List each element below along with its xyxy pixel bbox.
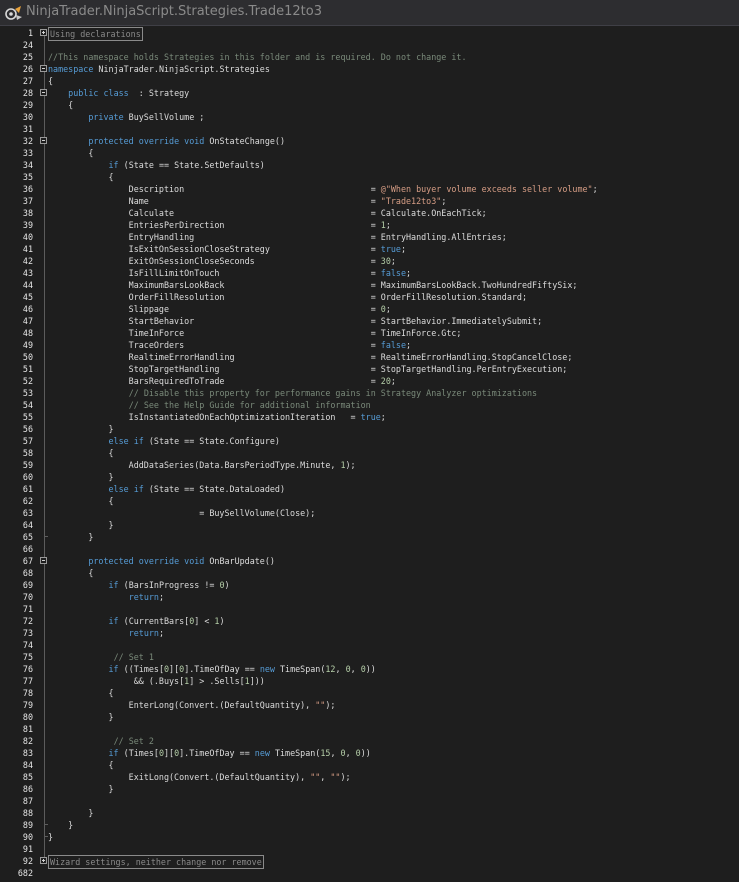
code-line[interactable] (0, 843, 739, 855)
code-line[interactable] (0, 663, 739, 675)
code-text: { (48, 760, 114, 770)
code-text: IsInstantiatedOnEachOptimizationIteration = true; (48, 412, 386, 422)
line-number: 27 (22, 76, 33, 86)
line-number: 66 (22, 544, 33, 554)
line-number: 51 (22, 364, 33, 374)
code-text: } (48, 808, 94, 818)
line-number: 79 (22, 700, 33, 710)
code-text: } (48, 532, 94, 542)
line-number: 84 (22, 760, 33, 770)
code-text: EntryHandling = EntryHandling.AllEntries; (48, 232, 507, 242)
line-number: 682 (17, 868, 33, 878)
line-number: 40 (22, 232, 33, 242)
code-line[interactable] (0, 327, 739, 339)
line-number: 69 (22, 580, 33, 590)
code-text: { (48, 148, 94, 158)
line-number: 74 (22, 640, 33, 650)
line-number: 65 (22, 532, 33, 542)
code-line[interactable] (0, 651, 739, 663)
line-number: 71 (22, 604, 33, 614)
code-text: // Set 1 (113, 652, 154, 662)
code-text: // Disable this property for performance gains in Strategy Analyzer optimizations (128, 388, 538, 398)
line-number: 92 (22, 856, 33, 866)
code-line[interactable] (0, 123, 739, 135)
code-line[interactable] (0, 807, 739, 819)
code-text: { (48, 448, 114, 458)
code-line[interactable] (0, 339, 739, 351)
code-text: protected override void OnStateChange() (88, 136, 286, 146)
line-number: 30 (22, 112, 33, 122)
code-text: { (48, 568, 94, 578)
code-line[interactable] (0, 51, 739, 63)
code-text: { (48, 172, 114, 182)
code-text: } (48, 784, 114, 794)
line-number: 47 (22, 316, 33, 326)
line-number: 60 (22, 472, 33, 482)
code-text: IsFillLimitOnTouch = false; (48, 268, 412, 278)
code-text: } (48, 472, 114, 482)
code-text: // See the Help Guide for additional information (128, 400, 371, 410)
line-number: 86 (22, 784, 33, 794)
line-number: 43 (22, 268, 33, 278)
code-text: StartBehavior = StartBehavior.ImmediatelySubmit; (48, 316, 543, 326)
code-line[interactable] (0, 387, 739, 399)
code-line[interactable] (0, 243, 739, 255)
code-line[interactable] (0, 147, 739, 159)
code-text: if (CurrentBars[0] < 1) (108, 616, 225, 626)
line-number: 52 (22, 376, 33, 386)
code-line[interactable] (0, 603, 739, 615)
line-number: 35 (22, 172, 33, 182)
code-text: } (48, 712, 114, 722)
code-line[interactable] (0, 507, 739, 519)
code-text: if (BarsInProgress != 0) (108, 580, 230, 590)
line-number: 85 (22, 772, 33, 782)
code-line[interactable] (0, 99, 739, 111)
code-line[interactable] (0, 375, 739, 387)
line-number: 45 (22, 292, 33, 302)
line-number: 68 (22, 568, 33, 578)
code-text: OrderFillResolution = OrderFillResolution.Standard; (48, 292, 528, 302)
code-line[interactable] (0, 207, 739, 219)
code-text: else if (State == State.DataLoaded) (108, 484, 286, 494)
code-text: Calculate = Calculate.OnEachTick; (48, 208, 487, 218)
line-number: 87 (22, 796, 33, 806)
code-line[interactable] (0, 255, 739, 267)
line-number: 28 (22, 88, 33, 98)
code-text: //This namespace holds Strategies in this folder and is required. Do not change it. (48, 52, 467, 62)
window-title: NinjaTrader.NinjaScript.Strategies.Trade12to3 (26, 4, 322, 19)
code-text: Name = "Trade12to3"; (48, 196, 447, 206)
code-line[interactable] (0, 459, 739, 471)
line-number: 91 (22, 844, 33, 854)
code-line[interactable] (0, 423, 739, 435)
line-number: 83 (22, 748, 33, 758)
code-line[interactable] (0, 63, 739, 75)
code-text: RealtimeErrorHandling = RealtimeErrorHandling.StopCancelClose; (48, 352, 573, 362)
code-line[interactable] (0, 231, 739, 243)
code-text: private BuySellVolume ; (88, 112, 205, 122)
line-number: 32 (22, 136, 33, 146)
line-number: 48 (22, 328, 33, 338)
line-number: 42 (22, 256, 33, 266)
line-number: 80 (22, 712, 33, 722)
line-number: 64 (22, 520, 33, 530)
code-line[interactable] (0, 75, 739, 87)
code-line[interactable] (0, 687, 739, 699)
code-line[interactable] (0, 291, 739, 303)
line-number: 50 (22, 352, 33, 362)
code-text: ExitLong(Convert.(DefaultQuantity), "", ""); (48, 772, 351, 782)
code-line[interactable] (0, 435, 739, 447)
code-text: && (.Buys[1] > .Sells[1])) (48, 676, 265, 686)
line-number: 24 (22, 40, 33, 50)
code-line[interactable] (0, 795, 739, 807)
code-line[interactable] (0, 219, 739, 231)
code-text: return; (128, 628, 164, 638)
code-line[interactable] (0, 183, 739, 195)
line-number: 49 (22, 340, 33, 350)
code-line[interactable] (0, 675, 739, 687)
code-line[interactable] (0, 363, 739, 375)
code-line[interactable] (0, 315, 739, 327)
code-text: IsExitOnSessionCloseStrategy = true; (48, 244, 407, 254)
line-number: 44 (22, 280, 33, 290)
expand-region-icon[interactable] (40, 29, 47, 36)
code-line[interactable] (0, 399, 739, 411)
code-text: public class : Strategy (68, 88, 190, 98)
code-text: if (Times[0][0].TimeOfDay == new TimeSpan(15, 0, 0)) (108, 748, 371, 758)
line-number: 88 (22, 808, 33, 818)
line-number: 57 (22, 436, 33, 446)
line-number: 63 (22, 508, 33, 518)
code-line[interactable] (0, 723, 739, 735)
code-text: TraceOrders = false; (48, 340, 412, 350)
line-number: 70 (22, 592, 33, 602)
code-line[interactable] (0, 531, 739, 543)
line-number: 61 (22, 484, 33, 494)
line-number: 37 (22, 196, 33, 206)
line-number: 53 (22, 388, 33, 398)
code-line[interactable] (0, 735, 739, 747)
line-number: 78 (22, 688, 33, 698)
code-line[interactable] (0, 543, 739, 555)
collapsed-region[interactable]: Wizard settings, neither change nor remove (50, 857, 262, 867)
code-line[interactable] (0, 447, 739, 459)
code-text: Slippage = 0; (48, 304, 391, 314)
collapse-region-icon[interactable] (40, 65, 47, 72)
line-number: 29 (22, 100, 33, 110)
code-line[interactable] (0, 495, 739, 507)
code-line[interactable] (0, 135, 739, 147)
line-number: 38 (22, 208, 33, 218)
code-line[interactable] (0, 591, 739, 603)
code-line[interactable] (0, 639, 739, 651)
code-text: return; (128, 592, 164, 602)
code-line[interactable] (0, 303, 739, 315)
code-text: } (48, 520, 114, 530)
code-line[interactable] (0, 831, 739, 843)
line-number: 39 (22, 220, 33, 230)
expand-region-icon[interactable] (40, 857, 47, 864)
code-text: { (48, 496, 114, 506)
code-line[interactable] (0, 351, 739, 363)
code-text: { (48, 100, 74, 110)
line-number: 58 (22, 448, 33, 458)
line-number: 82 (22, 736, 33, 746)
code-line[interactable] (0, 519, 739, 531)
code-text: TimeInForce = TimeInForce.Gtc; (48, 328, 462, 338)
line-number: 36 (22, 184, 33, 194)
line-number: 77 (22, 676, 33, 686)
code-text: ExitOnSessionCloseSeconds = 30; (48, 256, 396, 266)
line-number: 26 (22, 64, 33, 74)
code-text: if (State == State.SetDefaults) (108, 160, 265, 170)
line-number: 55 (22, 412, 33, 422)
code-text: EnterLong(Convert.(DefaultQuantity), ""); (48, 700, 336, 710)
code-line[interactable] (0, 411, 739, 423)
code-line[interactable] (0, 699, 739, 711)
code-line[interactable] (0, 39, 739, 51)
line-number: 76 (22, 664, 33, 674)
code-line[interactable] (0, 471, 739, 483)
code-line[interactable] (0, 627, 739, 639)
code-line[interactable] (0, 759, 739, 771)
code-line[interactable] (0, 579, 739, 591)
line-number: 62 (22, 496, 33, 506)
line-number: 33 (22, 148, 33, 158)
collapse-region-icon[interactable] (40, 137, 47, 144)
code-line[interactable] (0, 111, 739, 123)
line-number: 31 (22, 124, 33, 134)
code-text: Description = @"When buyer volume exceeds seller volume"; (48, 184, 598, 194)
line-number: 41 (22, 244, 33, 254)
code-text: namespace NinjaTrader.NinjaScript.Strategies (48, 64, 270, 74)
line-number: 90 (22, 832, 33, 842)
document-tab-titlebar (0, 0, 739, 26)
code-text: } (48, 424, 114, 434)
code-text: if ((Times[0][0].TimeOfDay == new TimeSpan(12, 0, 0)) (108, 664, 376, 674)
line-number: 1 (27, 28, 33, 38)
code-line[interactable] (0, 771, 739, 783)
line-number: 34 (22, 160, 33, 170)
line-number: 75 (22, 652, 33, 662)
code-line[interactable] (0, 87, 739, 99)
code-text: protected override void OnBarUpdate() (88, 556, 275, 566)
code-line[interactable] (0, 711, 739, 723)
code-text: else if (State == State.Configure) (108, 436, 280, 446)
line-number: 89 (22, 820, 33, 830)
code-line[interactable] (0, 27, 739, 39)
code-line[interactable] (0, 567, 739, 579)
code-text: { (48, 688, 114, 698)
line-number: 54 (22, 400, 33, 410)
code-line[interactable] (0, 159, 739, 171)
code-line[interactable] (0, 279, 739, 291)
code-text: // Set 2 (113, 736, 154, 746)
line-number: 81 (22, 724, 33, 734)
line-number: 25 (22, 52, 33, 62)
code-text: EntriesPerDirection = 1; (48, 220, 391, 230)
line-number: 67 (22, 556, 33, 566)
code-line[interactable] (0, 867, 739, 879)
code-line[interactable] (0, 483, 739, 495)
code-line[interactable] (0, 267, 739, 279)
line-number: 46 (22, 304, 33, 314)
code-editor[interactable] (0, 27, 739, 882)
code-text: } (48, 832, 54, 842)
code-line[interactable] (0, 819, 739, 831)
line-number: 59 (22, 460, 33, 470)
line-number: 56 (22, 424, 33, 434)
line-number: 73 (22, 628, 33, 638)
code-text: BarsRequiredToTrade = 20; (48, 376, 396, 386)
collapse-region-icon[interactable] (40, 89, 47, 96)
line-number: 72 (22, 616, 33, 626)
code-line[interactable] (0, 171, 739, 183)
code-text: = BuySellVolume(Close); (48, 508, 316, 518)
code-line[interactable] (0, 195, 739, 207)
code-text: StopTargetHandling = StopTargetHandling.PerEntryExecution; (48, 364, 568, 374)
code-line[interactable] (0, 855, 739, 867)
code-line[interactable] (0, 783, 739, 795)
code-text: } (48, 820, 74, 830)
code-line[interactable] (0, 555, 739, 567)
code-text: MaximumBarsLookBack = MaximumBarsLookBack.TwoHundredFiftySix; (48, 280, 578, 290)
code-line[interactable] (0, 615, 739, 627)
collapse-region-icon[interactable] (40, 557, 47, 564)
collapsed-region[interactable]: Using declarations (50, 29, 141, 39)
code-line[interactable] (0, 747, 739, 759)
code-text: AddDataSeries(Data.BarsPeriodType.Minute, 1); (48, 460, 356, 470)
ninjascript-icon (5, 4, 23, 22)
code-text: { (48, 76, 54, 86)
